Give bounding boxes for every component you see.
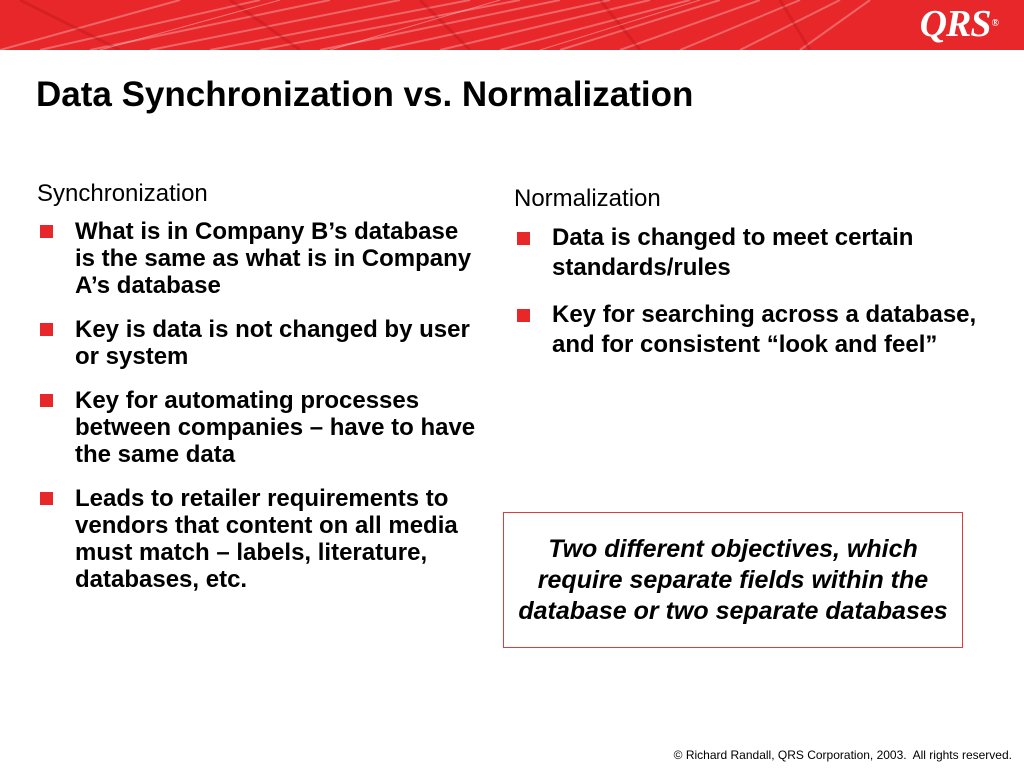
bullet-square-icon — [40, 492, 53, 505]
callout-box — [503, 512, 963, 648]
list-item: Key for automating processes between companies – have to have the same data — [37, 387, 482, 468]
bullet-square-icon — [40, 225, 53, 238]
normalization-list — [514, 223, 984, 360]
normalization-column — [514, 183, 984, 377]
list-item: Leads to retailer requirements to vendors that content on all media must match – labels, literature, databases, etc. — [37, 485, 482, 593]
bullet-square-icon — [517, 232, 530, 245]
synchronization-column — [37, 178, 482, 610]
callout-text: Two different objectives, which require separate fields within the database or two separate databases — [518, 534, 948, 625]
bullet-square-icon — [40, 323, 53, 336]
list-item: Key is data is not changed by user or system — [37, 316, 482, 370]
banner-pattern — [0, 0, 1024, 50]
list-item: Key for searching across a database, and for consistent “look and feel” — [514, 300, 984, 360]
normalization-heading: Normalization — [514, 185, 661, 212]
bullet-square-icon — [40, 394, 53, 407]
synchronization-list — [37, 218, 482, 593]
header-banner — [0, 0, 1024, 50]
list-item: What is in Company B’s database is the same as what is in Company A’s database — [37, 218, 482, 299]
bullet-square-icon — [517, 309, 530, 322]
slide-title: Data Synchronization vs. Normalization — [36, 75, 694, 114]
list-item: Data is changed to meet certain standards/rules — [514, 223, 984, 283]
qrs-logo: QRS® — [919, 3, 998, 45]
synchronization-heading: Synchronization — [37, 180, 208, 207]
copyright-footer: © Richard Randall, QRS Corporation, 2003. All rights reserved. — [673, 748, 1012, 762]
